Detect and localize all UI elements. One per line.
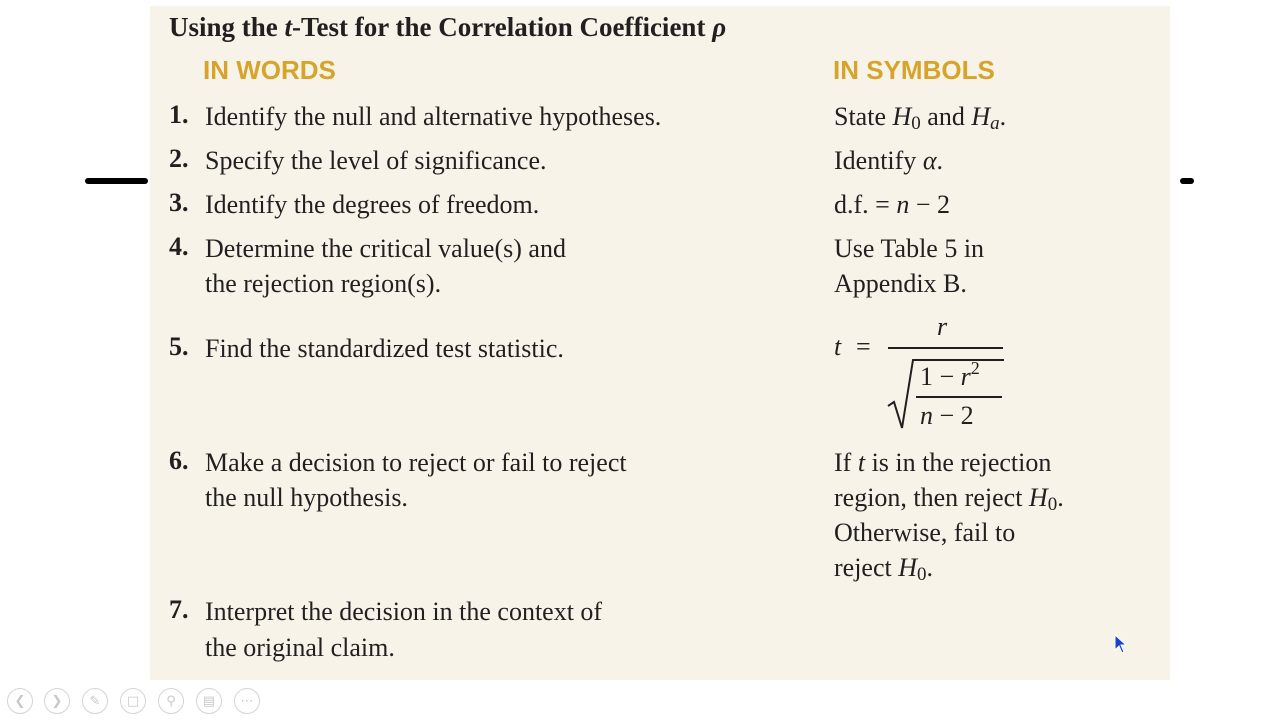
formula-inner-numerator: $1 - r^2$ (920, 358, 980, 391)
symbol-step-4-line1: Use Table 5 in (834, 234, 985, 263)
formula-numerator: r (937, 312, 948, 341)
header-in-words: IN WORDS (203, 55, 336, 85)
dash-left (85, 178, 148, 184)
formula-inner-denominator: n − 2 (920, 401, 974, 430)
symbol-step-3: d.f. = n − 2 (834, 190, 950, 219)
step-6-number: 6. (169, 446, 189, 475)
step-4-text-line2: the rejection region(s). (205, 269, 442, 298)
step-6-text-line2: the null hypothesis. (205, 483, 408, 512)
symbol-step-4-line2: Appendix B. (834, 269, 967, 298)
header-in-symbols: IN SYMBOLS (833, 55, 995, 85)
step-2-text: Specify the level of significance. (205, 146, 547, 175)
symbol-step-6-line3: Otherwise, fail to (834, 518, 1016, 547)
symbol-step-6-line4: reject $H_0$. (834, 553, 934, 585)
more-icon[interactable]: ⋯ (234, 688, 260, 714)
step-3-number: 3. (169, 188, 189, 217)
step-3-text: Identify the degrees of freedom. (205, 190, 540, 219)
mouse-cursor-icon (1114, 634, 1128, 654)
test-statistic-formula (834, 312, 1014, 432)
step-1-text: Identify the null and alternative hypotheses. (205, 102, 662, 131)
step-1-number: 1. (169, 100, 189, 129)
formula-fraction-bar (888, 347, 1003, 349)
subtitles-icon[interactable]: ▤ (196, 688, 222, 714)
step-2-number: 2. (169, 144, 189, 173)
step-5-text: Find the standardized test statistic. (205, 334, 564, 363)
step-6-text-line1: Make a decision to reject or fail to reject (205, 448, 627, 477)
step-4-text-line1: Determine the critical value(s) and (205, 234, 566, 263)
forward-icon[interactable]: ❯ (44, 688, 70, 714)
step-7-number: 7. (169, 595, 189, 624)
zoom-icon[interactable]: ⚲ (158, 688, 184, 714)
formula-equals: = (856, 332, 871, 361)
step-7-text-line2: the original claim. (205, 633, 395, 662)
symbol-step-6-line2: region, then reject $H_0$. (834, 483, 1064, 515)
slide-title: Using the t-Test for the Correlation Coefficient ρ (169, 12, 727, 42)
step-7-text-line1: Interpret the decision in the context of (205, 597, 603, 626)
slides-icon[interactable]: □ (120, 688, 146, 714)
dash-right (1180, 178, 1194, 184)
step-4-number: 4. (169, 232, 189, 261)
formula-t: t (834, 332, 842, 361)
symbol-step-2: Identify α. (834, 146, 943, 175)
formula-inner-fraction-bar (916, 396, 1002, 398)
back-icon[interactable]: ❮ (7, 688, 33, 714)
symbol-step-1: State $H_0$ and $H_a$. (834, 102, 1007, 134)
step-5-number: 5. (169, 332, 189, 361)
symbol-step-6-line1: If t is in the rejection (834, 448, 1052, 477)
pen-icon[interactable]: ✎ (82, 688, 108, 714)
